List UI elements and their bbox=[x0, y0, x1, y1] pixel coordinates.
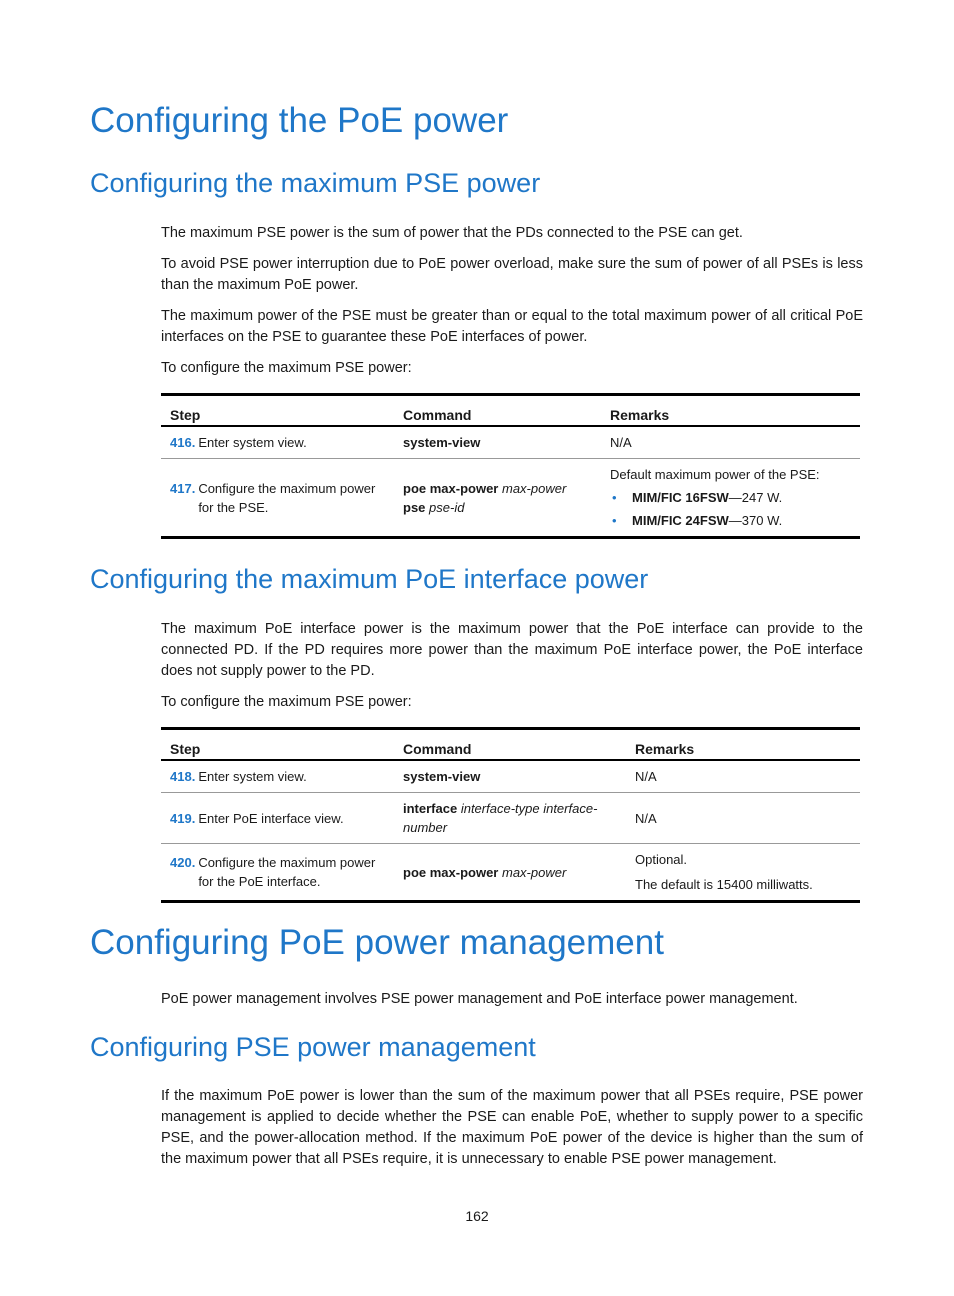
paragraph-max-pse-critical: The maximum power of the PSE must be greater than or equal to the total maximum power of all critical PoE interfaces on the PSE to guarantee these PoE interfaces of power. bbox=[161, 308, 863, 345]
remark-text: Optional. bbox=[635, 852, 688, 867]
remarks-cell: N/A bbox=[626, 760, 860, 793]
command-argument: pse-id bbox=[429, 499, 465, 515]
command-keyword: system-view bbox=[403, 435, 481, 450]
step-description: Configure the maximum power for the PoE interface. bbox=[198, 855, 376, 889]
command-keyword: system-view bbox=[403, 769, 481, 784]
page-number: 162 bbox=[465, 1208, 489, 1224]
paragraph-max-pse-intro: To configure the maximum PSE power: bbox=[161, 360, 412, 376]
table-max-pse-power bbox=[161, 393, 860, 539]
command-cell bbox=[394, 426, 601, 459]
remark-bullet-list bbox=[610, 488, 851, 530]
header-remarks: Remarks bbox=[626, 729, 860, 761]
step-description: Enter system view. bbox=[198, 769, 307, 784]
header-step: Step bbox=[161, 395, 394, 427]
remark-text: Default maximum power of the PSE: bbox=[610, 467, 820, 482]
bullet-value: —247 W. bbox=[728, 490, 783, 505]
header-remarks: Remarks bbox=[601, 395, 860, 427]
remarks-cell: N/A bbox=[626, 793, 860, 844]
table-row bbox=[161, 459, 860, 538]
table-max-poe-interface-power bbox=[161, 727, 860, 903]
table-row bbox=[161, 426, 860, 459]
bullet-label: MIM/FIC 16FSW bbox=[632, 490, 729, 505]
header-step: Step bbox=[161, 729, 394, 761]
list-item bbox=[610, 511, 851, 530]
paragraph-max-pse-definition: The maximum PSE power is the sum of power that the PDs connected to the PSE can get. bbox=[161, 225, 743, 241]
remark-default: The default is 15400 milliwatts. bbox=[635, 877, 813, 892]
remarks-cell bbox=[626, 844, 860, 902]
heading-max-pse-power: Configuring the maximum PSE power bbox=[90, 168, 541, 198]
step-number: 417. bbox=[170, 480, 196, 496]
command-argument: max-power bbox=[501, 480, 567, 496]
header-command: Command bbox=[394, 395, 601, 427]
heading-max-poe-interface-power: Configuring the maximum PoE interface power bbox=[90, 564, 649, 594]
page-title-power-management: Configuring PoE power management bbox=[90, 923, 664, 962]
header-command: Command bbox=[394, 729, 626, 761]
command-keyword: poe max-power bbox=[403, 480, 499, 496]
table-header-row bbox=[161, 729, 860, 761]
step-number: 420. bbox=[170, 855, 196, 870]
remarks-cell: N/A bbox=[601, 426, 860, 459]
step-cell bbox=[161, 459, 394, 538]
list-item bbox=[610, 488, 851, 507]
bullet-value: —370 W. bbox=[728, 513, 783, 528]
command-keyword: interface bbox=[403, 801, 458, 816]
step-number: 419. bbox=[170, 810, 196, 826]
command-cell bbox=[394, 760, 626, 793]
bullet-label: MIM/FIC 24FSW bbox=[632, 513, 729, 528]
step-cell bbox=[161, 793, 394, 844]
paragraph-max-pse-overload: To avoid PSE power interruption due to PoE power overload, make sure the sum of power of all PSEs is less than the maximum PoE power. bbox=[161, 256, 863, 293]
bullet-icon: • bbox=[612, 513, 617, 528]
bullet-icon: • bbox=[612, 490, 617, 505]
command-cell bbox=[394, 793, 626, 844]
command-keyword: poe max-power bbox=[403, 864, 499, 880]
page-title-poe-power: Configuring the PoE power bbox=[90, 101, 509, 140]
table-row bbox=[161, 760, 860, 793]
table-row bbox=[161, 844, 860, 902]
step-cell bbox=[161, 426, 394, 459]
paragraph-max-interface-definition: The maximum PoE interface power is the maximum power that the PoE interface can provide to the connected PD. If the PD requires more power than the maximum PoE interface power, the PoE interface does not supply power to the PD. bbox=[161, 621, 863, 679]
step-number: 418. bbox=[170, 769, 196, 784]
heading-pse-power-management: Configuring PSE power management bbox=[90, 1032, 536, 1062]
command-argument: max-power bbox=[501, 864, 567, 880]
remarks-cell bbox=[601, 459, 860, 538]
paragraph-management-intro: PoE power management involves PSE power management and PoE interface power management. bbox=[161, 991, 798, 1007]
command-cell bbox=[394, 844, 626, 902]
step-number: 416. bbox=[170, 435, 196, 450]
step-description: Enter PoE interface view. bbox=[198, 810, 344, 826]
table-header-row bbox=[161, 395, 860, 427]
command-argument: interface-type interface-number bbox=[403, 801, 598, 835]
paragraph-max-interface-intro: To configure the maximum PSE power: bbox=[161, 694, 412, 710]
command-keyword: pse bbox=[403, 499, 426, 515]
step-description: Enter system view. bbox=[198, 435, 307, 450]
step-cell bbox=[161, 844, 394, 902]
table-row bbox=[161, 793, 860, 844]
command-cell bbox=[394, 459, 601, 538]
paragraph-pse-management: If the maximum PoE power is lower than the sum of the maximum power that all PSEs require, PSE power management is applied to decide whether the PSE can enable PoE, whether to supply power to a specific PSE, and the power-allocation method. If the maximum PoE power of the device is higher than the sum of the maximum power that all PSEs require, it is unnecessary to enable PSE power management. bbox=[161, 1088, 863, 1167]
step-description: Configure the maximum power for the PSE. bbox=[198, 480, 376, 515]
step-cell bbox=[161, 760, 394, 793]
